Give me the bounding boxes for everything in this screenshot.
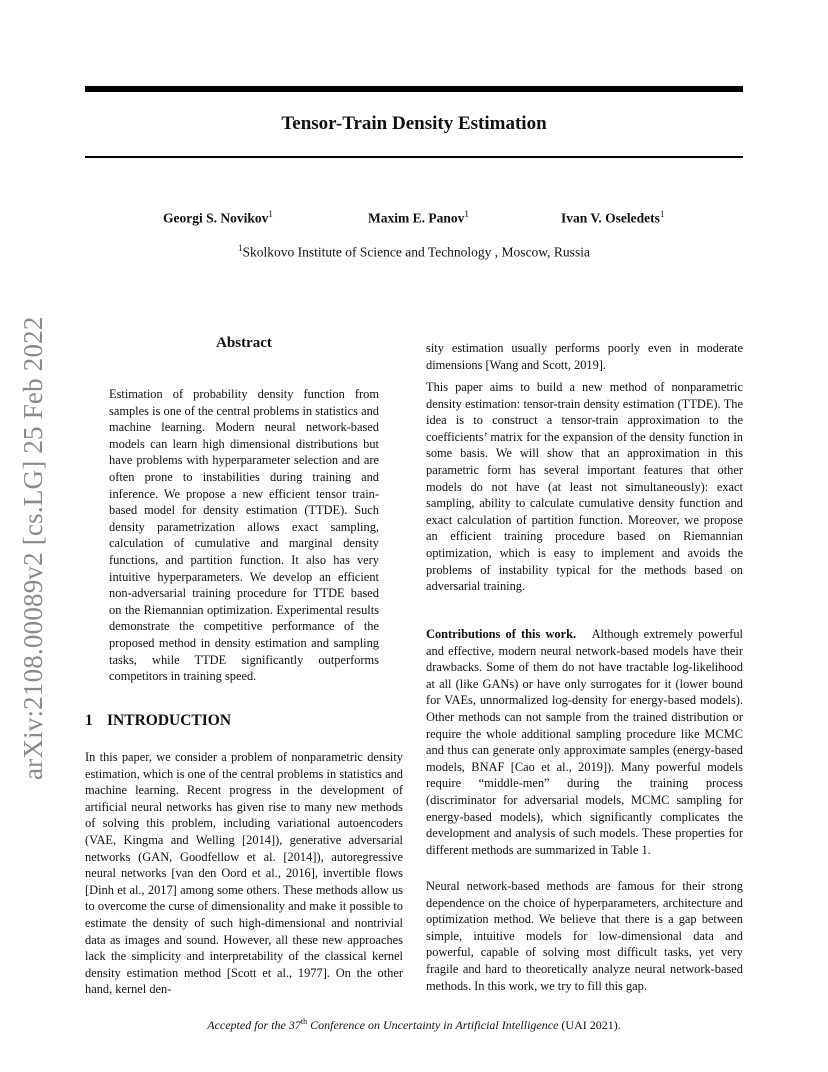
section-heading xyxy=(85,712,231,730)
author-1 xyxy=(163,209,273,227)
contributions-text: Although extremely powerful and effective, modern neural network-based models have their drawbacks. Some of them do not have tractable log-likelihood at all (like GANs) or have only surrogates for it (lower bound for VAEs, unnormalized log-density for energy-based models). Other methods can not sample from the trained distribution or require the whole additional sampling procedure like MCMC and thus can generate only approximate samples (energy-based models, BNAF [Cao et al., 2019]). Many powerful models require “middle-men” during the training process (discriminator for adversarial models, MCMC sampling for energy-based models), which significantly complicates the development and analysis of such models. These properties for different methods are summarized in Table 1. xyxy=(426,627,743,857)
affiliation-text: Skolkovo Institute of Science and Technology , Moscow, Russia xyxy=(242,244,590,260)
footer-prefix: Accepted for the 37 xyxy=(207,1018,301,1032)
author-list xyxy=(85,209,743,229)
author-3-affil-mark: 1 xyxy=(659,209,665,219)
top-rule xyxy=(85,86,743,92)
footer-suffix: (UAI 2021). xyxy=(561,1018,621,1032)
intro-continuation: sity estimation usually performs poorly even in moderate dimensions [Wang and Scott, 2019]. xyxy=(426,341,743,372)
author-2-name: Maxim E. Panov xyxy=(368,210,465,226)
affiliation-mark: 1 xyxy=(238,243,243,253)
contributions-heading: Contributions of this work. xyxy=(426,627,577,641)
intro-paragraph-1: In this paper, we consider a problem of nonparametric density estimation, which is one of the central problems in statistics and machine learning. Recent progress in the development of artificial neural networks has given rise to many new methods of solving this problem, including variational autoencoders (VAE, Kingma and Welling [2014]), generative adversarial networks (GAN, Goodfellow et al. [2014]), autoregressive neural networks [van den Oord et al., 2016], invertible flows [Dinh et al., 2017] among some others. These methods allow us to overcome the curse of dimensionality and make it possible to estimate the density of such high-dimensional and nontrivial data as images and sound. However, all these new approaches lack the simplicity and interpretability of the classical kernel density estimation method [Scott et al., 1977]. On the other hand, kernel den- xyxy=(85,750,403,997)
title-rule xyxy=(85,156,743,158)
section-number: 1 xyxy=(85,712,93,729)
author-2 xyxy=(368,209,469,227)
footer-ordinal: th xyxy=(300,1017,308,1026)
author-1-affil-mark: 1 xyxy=(268,209,273,219)
author-2-affil-mark: 1 xyxy=(464,209,469,219)
author-3-name: Ivan V. Oseledets xyxy=(561,210,660,226)
paper-title: Tensor-Train Density Estimation xyxy=(281,113,547,134)
affiliation xyxy=(85,243,743,261)
intro-paragraph-4: Neural network-based methods are famous for their strong dependence on the choice of hyperparameters, architecture and optimization method. We believe that there is a gap between simple, intuitive models for low-dimensional data and powerful, capable of solving most difficult tasks, yet very fragile and hard to theoretically analyze neural network-based methods. In this work, we try to fill this gap. xyxy=(426,879,743,993)
abstract-body: Estimation of probability density function from samples is one of the central problems in statistics and machine learning. Modern neural network-based models can learn high dimensional distributions but have problems with hyperparameter selection and are often prone to instabilities during training and inference. We propose a new efficient tensor train-based model for density estimation (TTDE). Such density parametrization allows exact sampling, calculation of cumulative and marginal density functions, and partition function. It also has very intuitive hyperparameters. We develop an efficient non-adversarial training procedure for TTDE based on the Riemannian optimization. Experimental results demonstrate the competitive performance of the proposed method in density estimation and sampling tasks, while TTDE significantly outperforms competitors in training speed. xyxy=(109,387,379,684)
intro-paragraph-2: This paper aims to build a new method of nonparametric density estimation: tensor-train density estimation (TTDE). The idea is to construct a tensor-train approximation to the coefficients’ matrix for the expansion of the density function in some basis. We will show that an approximation in this parametric form has several important features that other models do not have (at least not simultaneously): exact sampling, ability to calculate cumulative density function and exact calculation of partition function. Moreover, we propose an efficient training procedure based on Riemannian optimization, which is easy to implement and avoids the problems of instability typical for the methods based on adversarial training. xyxy=(426,380,743,594)
section-title: INTRODUCTION xyxy=(107,712,232,729)
arxiv-stamp: arXiv:2108.00089v2 [cs.LG] 25 Feb 2022 xyxy=(18,316,48,780)
footer-conference: Conference on Uncertainty in Artificial Intelligence xyxy=(310,1018,559,1032)
footer-note xyxy=(85,1017,743,1033)
abstract-heading: Abstract xyxy=(216,335,272,351)
author-3 xyxy=(561,209,664,227)
author-1-name: Georgi S. Novikov xyxy=(163,210,269,226)
contributions-paragraph xyxy=(426,626,743,858)
